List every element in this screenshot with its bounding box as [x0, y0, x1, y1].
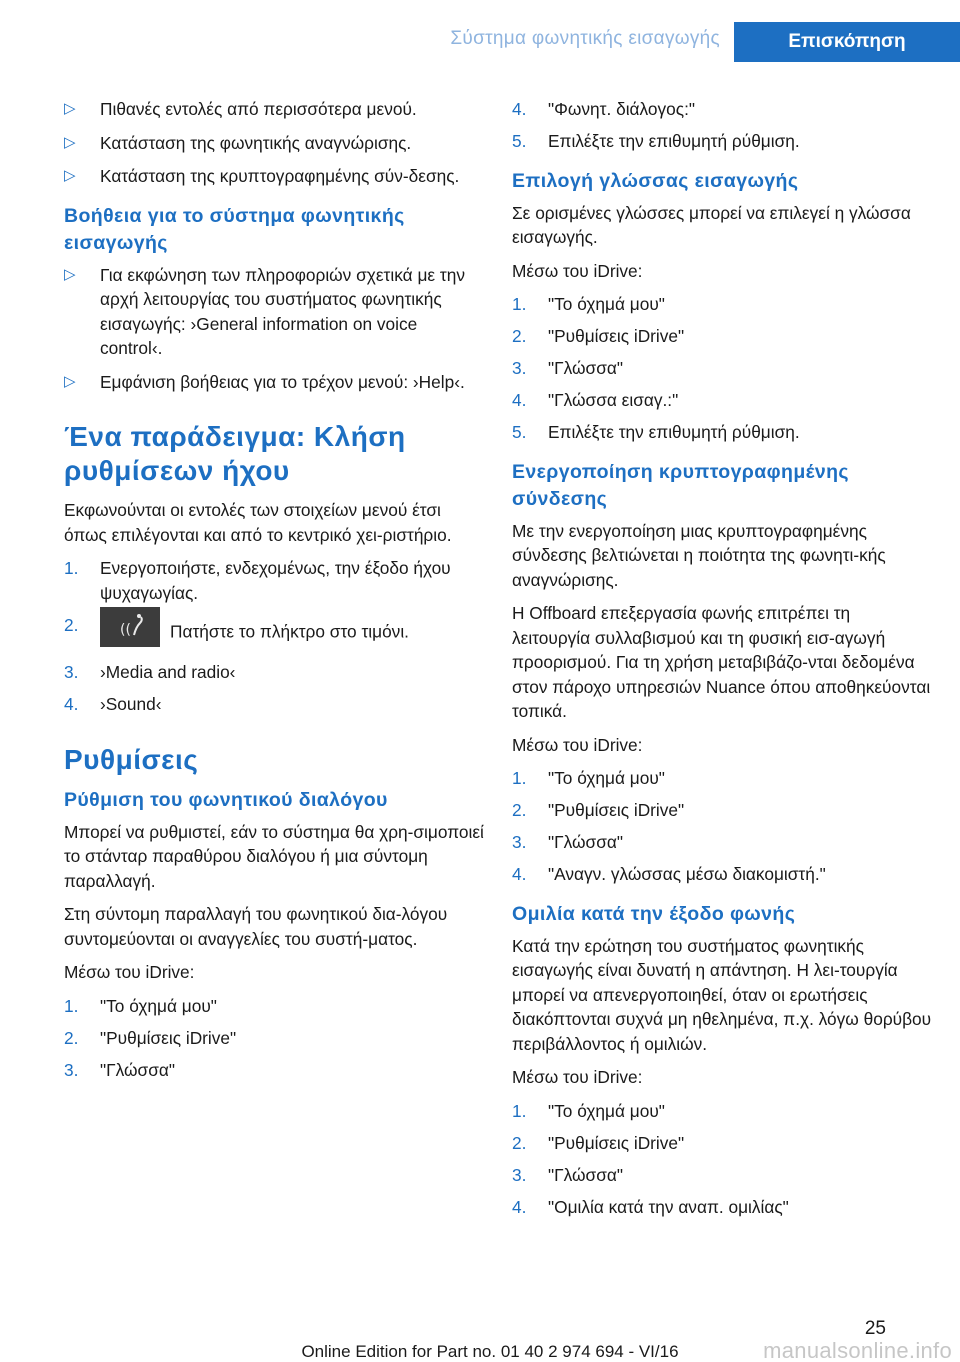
- list-item: 1. "Το όχημά μου": [512, 768, 665, 788]
- list-item: 3. "Γλώσσα": [512, 358, 623, 378]
- list-item: 2. "Ρυθμίσεις iDrive": [64, 1027, 237, 1048]
- list-item: 4. ›Sound‹: [64, 694, 162, 714]
- example-steps: [64, 556, 484, 717]
- triangle-bullet-icon: ▷: [64, 133, 76, 151]
- list-item: ▷ Για εκφώνηση των πληροφοριών σχετικά με την αρχή λειτουργίας του συστήματος φωνητικής εισαγωγής: ›General information on voice control‹.: [64, 264, 465, 358]
- list-item: ▷ Πιθανές εντολές από περισσότερα μενού.: [64, 97, 484, 122]
- edition-footer: Online Edition for Part no. 01 40 2 974 694 - VI/16: [301, 1342, 679, 1361]
- triangle-bullet-icon: ▷: [64, 265, 76, 283]
- svg-text:((: ((: [120, 621, 131, 638]
- list-item: 1. Ενεργοποιήστε, ενδεχομένως, την έξοδο ήχου ψυχαγωγίας.: [64, 558, 451, 603]
- watermark: manualsonline.info: [763, 1338, 952, 1362]
- dialog-paragraph-1: Μπορεί να ρυθμιστεί, εάν το σύστημα θα χρη-σιμοποιεί το στάνταρ παραθύρου διαλόγου ή μια σύντομη παραλλαγή.: [64, 821, 484, 891]
- dialog-heading: Ρύθμιση του φωνητικού διαλόγου: [64, 788, 388, 811]
- language-heading: Επιλογή γλώσσας εισαγωγής: [512, 169, 799, 192]
- list-item: 3. "Γλώσσα": [64, 1059, 175, 1080]
- encryption-steps: [512, 766, 932, 887]
- list-item: ▷ Εμφάνιση βοήθειας για το τρέχον μενού: ›Help‹.: [64, 370, 484, 395]
- via-idrive-label: Μέσω του iDrive:: [512, 260, 643, 281]
- list-item: 3. "Γλώσσα": [512, 832, 623, 852]
- example-text: Εκφωνούνται οι εντολές των στοιχείων μενού έτσι όπως επιλέγονται και από το κεντρικό χει-ριστήριο.: [64, 500, 452, 545]
- dialog-paragraph-2: Στη σύντομη παραλλαγή του φωνητικού δια-λόγου συντομεύονται οι αναγγελίες του συστή-ματος.: [64, 904, 448, 949]
- example-heading: Ένα παράδειγμα: Κλήση ρυθμίσεων ήχου: [64, 421, 406, 486]
- language-steps: [512, 292, 932, 445]
- page-number: 25: [864, 1318, 886, 1339]
- voice-button-icon: [100, 607, 160, 647]
- dialog-steps-continued: [512, 97, 932, 154]
- list-item: 2. "Ρυθμίσεις iDrive": [512, 326, 685, 346]
- triangle-bullet-icon: ▷: [64, 372, 76, 390]
- list-item: 3. ›Media and radio‹: [64, 662, 236, 682]
- left-column: [64, 97, 484, 1090]
- list-item: 4. "Γλώσσα εισαγ.:": [512, 390, 679, 410]
- dialog-steps: [64, 994, 484, 1083]
- speak-heading: Ομιλία κατά την έξοδο φωνής: [512, 902, 796, 925]
- bullet-list-top: [64, 97, 484, 189]
- encryption-paragraph-2: Η Offboard επεξεργασία φωνής επιτρέπει τη λειτουργία συλλαβισμού και τη φυσική εισ-αγωγή προορισμού. Για τη χρήση μεταβιβάζο-νται δεδομένα στον πάροχο υπηρεσιών Nuance όπου αποθηκεύονται τοπικά.: [512, 603, 931, 721]
- list-item: 3. "Γλώσσα": [512, 1164, 623, 1185]
- list-item: 4. "Ομιλία κατά την αναπ. ομιλίας": [512, 1196, 789, 1217]
- triangle-bullet-icon: ▷: [64, 167, 76, 184]
- list-item: 4. "Αναγν. γλώσσας μέσω διακομιστή.": [512, 864, 826, 884]
- list-item: 5. Επιλέξτε την επιθυμητή ρύθμιση.: [512, 131, 800, 151]
- overview-tab[interactable]: Επισκόπηση: [734, 22, 960, 62]
- encryption-paragraph-1: Με την ενεργοποίηση μιας κρυπτογραφημένης σύνδεσης βελτιώνεται η ποιότητα της φωνητι-κής αναγνώρισης.: [512, 520, 886, 590]
- encryption-heading: Ενεργοποίηση κρυπτογραφημένης σύνδεσης: [512, 460, 849, 510]
- help-bullet-list: [64, 263, 484, 395]
- via-idrive-label: Μέσω του iDrive:: [512, 1067, 643, 1087]
- list-item: 2. "Ρυθμίσεις iDrive": [512, 800, 685, 820]
- page-header: [0, 0, 960, 62]
- list-item: 1. "Το όχημά μου": [512, 294, 665, 314]
- via-idrive-label: Μέσω του iDrive:: [512, 734, 643, 755]
- via-idrive-label: Μέσω του iDrive:: [64, 962, 195, 982]
- settings-heading: Ρυθμίσεις: [64, 743, 199, 775]
- right-column: [512, 97, 932, 1227]
- list-item: 4. "Φωνητ. διάλογος:": [512, 99, 696, 119]
- list-item: 1. "Το όχημά μου": [64, 995, 217, 1016]
- list-item: ▷ Κατάσταση της κρυπτογραφημένης σύν-δεσης.: [64, 164, 484, 189]
- section-title: Σύστημα φωνητικής εισαγωγής: [450, 28, 720, 49]
- triangle-bullet-icon: ▷: [64, 100, 76, 117]
- list-item: 5. Επιλέξτε την επιθυμητή ρύθμιση.: [512, 422, 800, 442]
- speak-paragraph: Κατά την ερώτηση του συστήματος φωνητικής εισαγωγής είναι δυνατή η απάντηση. Η λει-τουργία μπορεί να απενεργοποιηθεί, όταν οι ερωτήσεις διακόπτονται συχνά μη ηθελημένα, π.χ. λόγω θορύβου περιβάλλοντος ή ομιλιών.: [512, 935, 932, 1054]
- list-item: 2. (( Πατήστε το πλήκτρο στο τιμόνι.: [64, 613, 484, 653]
- list-item: 2. "Ρυθμίσεις iDrive": [512, 1132, 685, 1153]
- list-item: 1. "Το όχημά μου": [512, 1100, 665, 1121]
- language-text: Σε ορισμένες γλώσσες μπορεί να επιλεγεί η γλώσσα εισαγωγής.: [512, 202, 911, 247]
- help-heading: Βοήθεια για το σύστημα φωνητικής εισαγωγής: [64, 204, 405, 254]
- speak-steps: [512, 1099, 932, 1220]
- list-item: ▷ Κατάσταση της φωνητικής αναγνώρισης.: [64, 131, 484, 156]
